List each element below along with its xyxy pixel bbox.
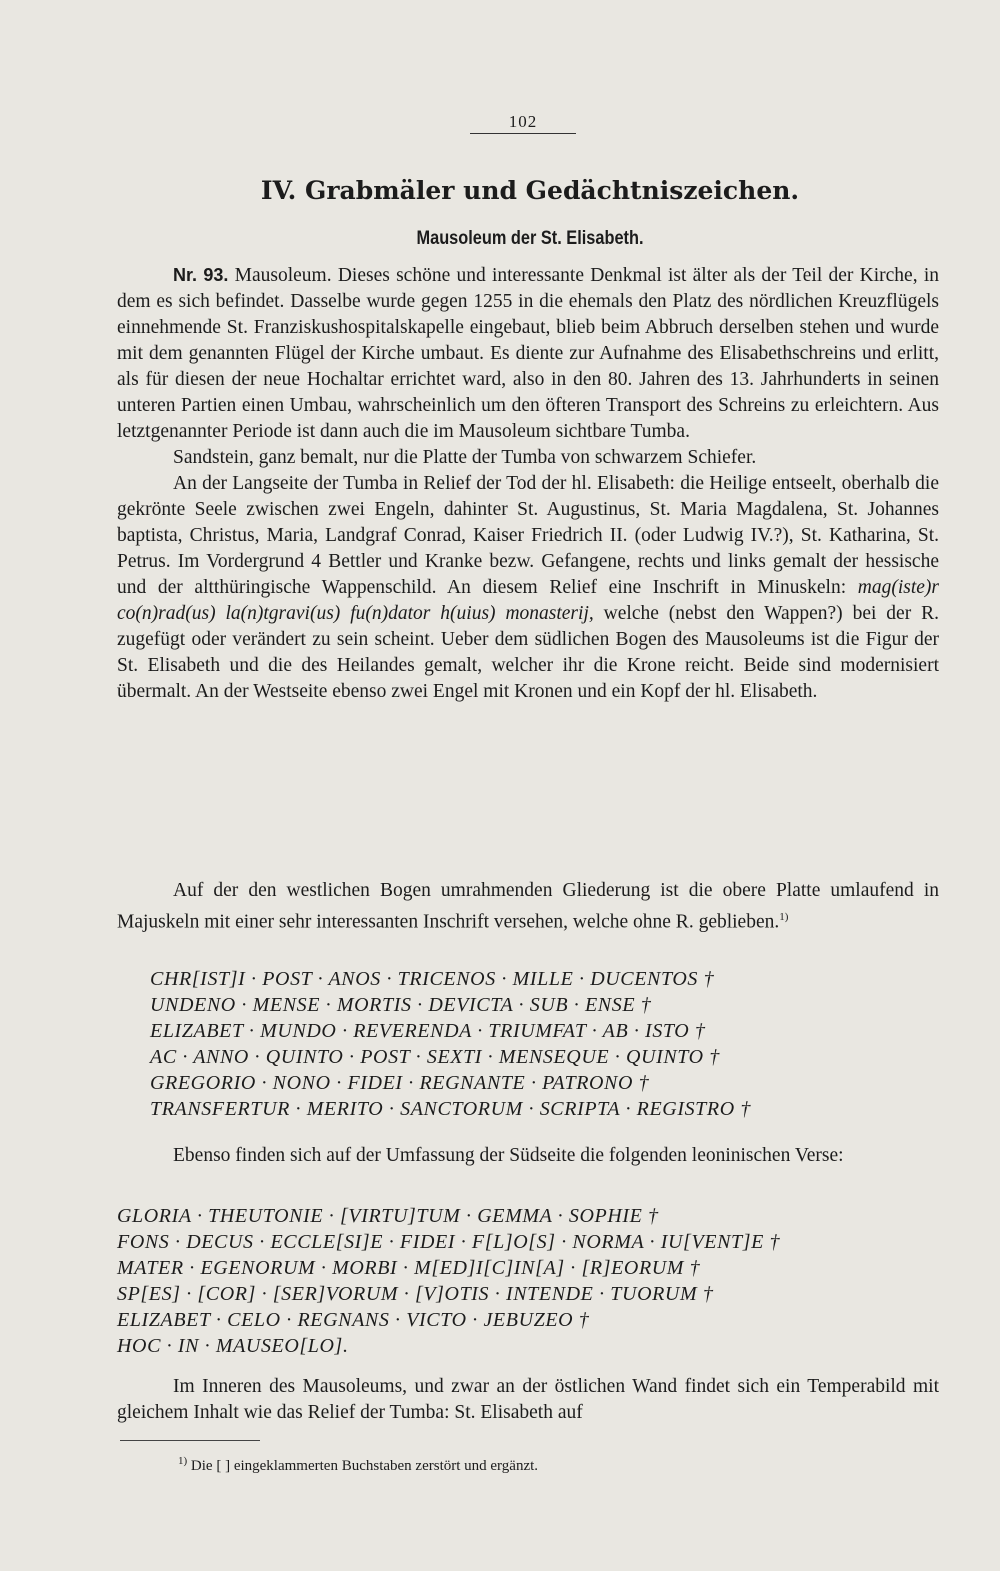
relief-text-start: An der Langseite der Tumba in Relief der Tod der hl. Elisabeth: die Heilige entseelt, oberhalb die gekrönte Seele zwischen zwei Engeln, dahinter St. Augustinus, St. Maria Magdalena, St. Johannes baptista, Christus, Maria, Landgraf Conrad, Kaiser Friedrich II. (oder Ludwig IV.?), St. Katharina, St. Petrus. Im Vordergrund 4 Bettler und Kranke bezw. Gefangene, rechts und links gemalt der hessische und der altthüringische Wappenschild. An diesem Relief eine Inschrift in Minuskeln:	[117, 473, 939, 598]
majuscule-inscription	[150, 966, 940, 1122]
west-arch-paragraph	[117, 878, 939, 936]
verse-line: ELIZABET · CELO · REGNANS · VICTO · JEBUZEO †	[117, 1309, 590, 1331]
verse-line: MATER · EGENORUM · MORBI · M[ED]I[C]IN[A] · [R]EORUM †	[117, 1257, 701, 1279]
entry-text: Mausoleum. Dieses schöne und interessante Denkmal ist älter als der Teil der Kirche, in dem es sich befindet. Dasselbe wurde gegen 1255 in die ehemals den Platz des nördlichen Kreuzflügels einnehmende St. Franziskushospitalskapelle eingebaut, blieb beim Abbruch derselben stehen und wurde mit dem genannten Flügel der Kirche umbaut. Es diente zur Aufnahme des Elisabethschreins und erlitt, als für diesen der neue Hochaltar errichtet ward, also in den 80. Jahren des 13. Jahrhunderts in seinen unteren Partien einen Umbau, wahrscheinlich um den öfteren Transport des Schreins zu erleichtern. Aus letztgenannter Periode ist dann auch die im Mausoleum sichtbare Tumba.	[117, 265, 939, 442]
page-number-rule	[470, 133, 576, 134]
inscription-line: CHR[IST]I · POST · ANOS · TRICENOS · MILLE · DUCENTOS †	[150, 968, 715, 990]
section-title: Mausoleum der St. Elisabeth.	[416, 228, 644, 249]
material-paragraph: Sandstein, ganz bemalt, nur die Platte der Tumba von schwarzem Schiefer.	[173, 447, 757, 468]
entry-paragraph	[117, 262, 939, 445]
inscription-line: AC · ANNO · QUINTO · POST · SEXTI · MENSEQUE · QUINTO †	[150, 1046, 720, 1068]
relief-paragraph	[117, 471, 939, 705]
west-arch-text: Auf der den westlichen Bogen umrahmenden Gliederung ist die obere Platte umlaufend in Majuskeln mit einer sehr interessanten Inschrift versehen, welche ohne R. geblieben.	[117, 880, 939, 933]
verse-line: GLORIA · THEUTONIE · [VIRTU]TUM · GEMMA · SOPHIE †	[117, 1205, 659, 1227]
relief-text-end: welche (nebst den Wappen?) bei der R. zugefügt oder verändert zu sein scheint. Ueber dem südlichen Bogen des Mausoleums ist die Figur der St. Elisabeth und die des Heilandes gemalt, welcher ihr die Krone reicht. Beide sind modernisiert übermalt. An der Westseite ebenso zwei Engel mit Kronen und ein Kopf der hl. Elisabeth.	[117, 603, 940, 702]
footnote	[178, 1455, 538, 1475]
verse-line: FONS · DECUS · ECCLE[SI]E · FIDEI · F[L]O[S] · NORMA · IU[VENT]E †	[117, 1231, 781, 1253]
south-side-paragraph: Ebenso finden sich auf der Umfassung der Südseite die folgenden leoninischen Verse:	[173, 1145, 844, 1166]
south-side-block	[117, 1143, 939, 1169]
page-number: 102	[508, 112, 538, 131]
inscription-line: UNDENO · MENSE · MORTIS · DEVICTA · SUB · ENSE †	[150, 994, 652, 1016]
leonine-verses	[117, 1203, 942, 1359]
inscription-line: ELIZABET · MUNDO · REVERENDA · TRIUMFAT · AB · ISTO †	[150, 1020, 706, 1042]
west-arch-block	[117, 878, 939, 936]
footnote-reference: 1)	[779, 911, 789, 923]
footnote-text: Die [ ] eingeklammerten Buchstaben zerstört und ergänzt.	[190, 1458, 539, 1474]
footnote-marker: 1)	[178, 1455, 188, 1467]
entry-block	[117, 262, 939, 705]
interior-paragraph: Im Inneren des Mausoleums, und zwar an der östlichen Wand findet sich ein Temperabild mit gleichem Inhalt wie das Relief der Tumba: St. Elisabeth auf	[117, 1376, 939, 1423]
interior-block	[117, 1374, 939, 1426]
inscription-line: GREGORIO · NONO · FIDEI · REGNANTE · PATRONO †	[150, 1072, 650, 1094]
footnote-rule	[120, 1440, 260, 1441]
inscription-line: TRANSFERTUR · MERITO · SANCTORUM · SCRIPTA · REGISTRO †	[150, 1098, 751, 1120]
verse-line: SP[ES] · [COR] · [SER]VORUM · [V]OTIS · INTENDE · TUORUM †	[117, 1283, 714, 1305]
chapter-title: IV. Grabmäler und Gedächtniszeichen.	[260, 176, 800, 205]
entry-number: Nr. 93.	[173, 265, 229, 285]
relief-inscription: mag(iste)r co(n)rad(us) la(n)tgravi(us) fu(n)dator h(uius) monasterij,	[117, 577, 939, 624]
verse-line: HOC · IN · MAUSEO[LO].	[117, 1335, 349, 1357]
